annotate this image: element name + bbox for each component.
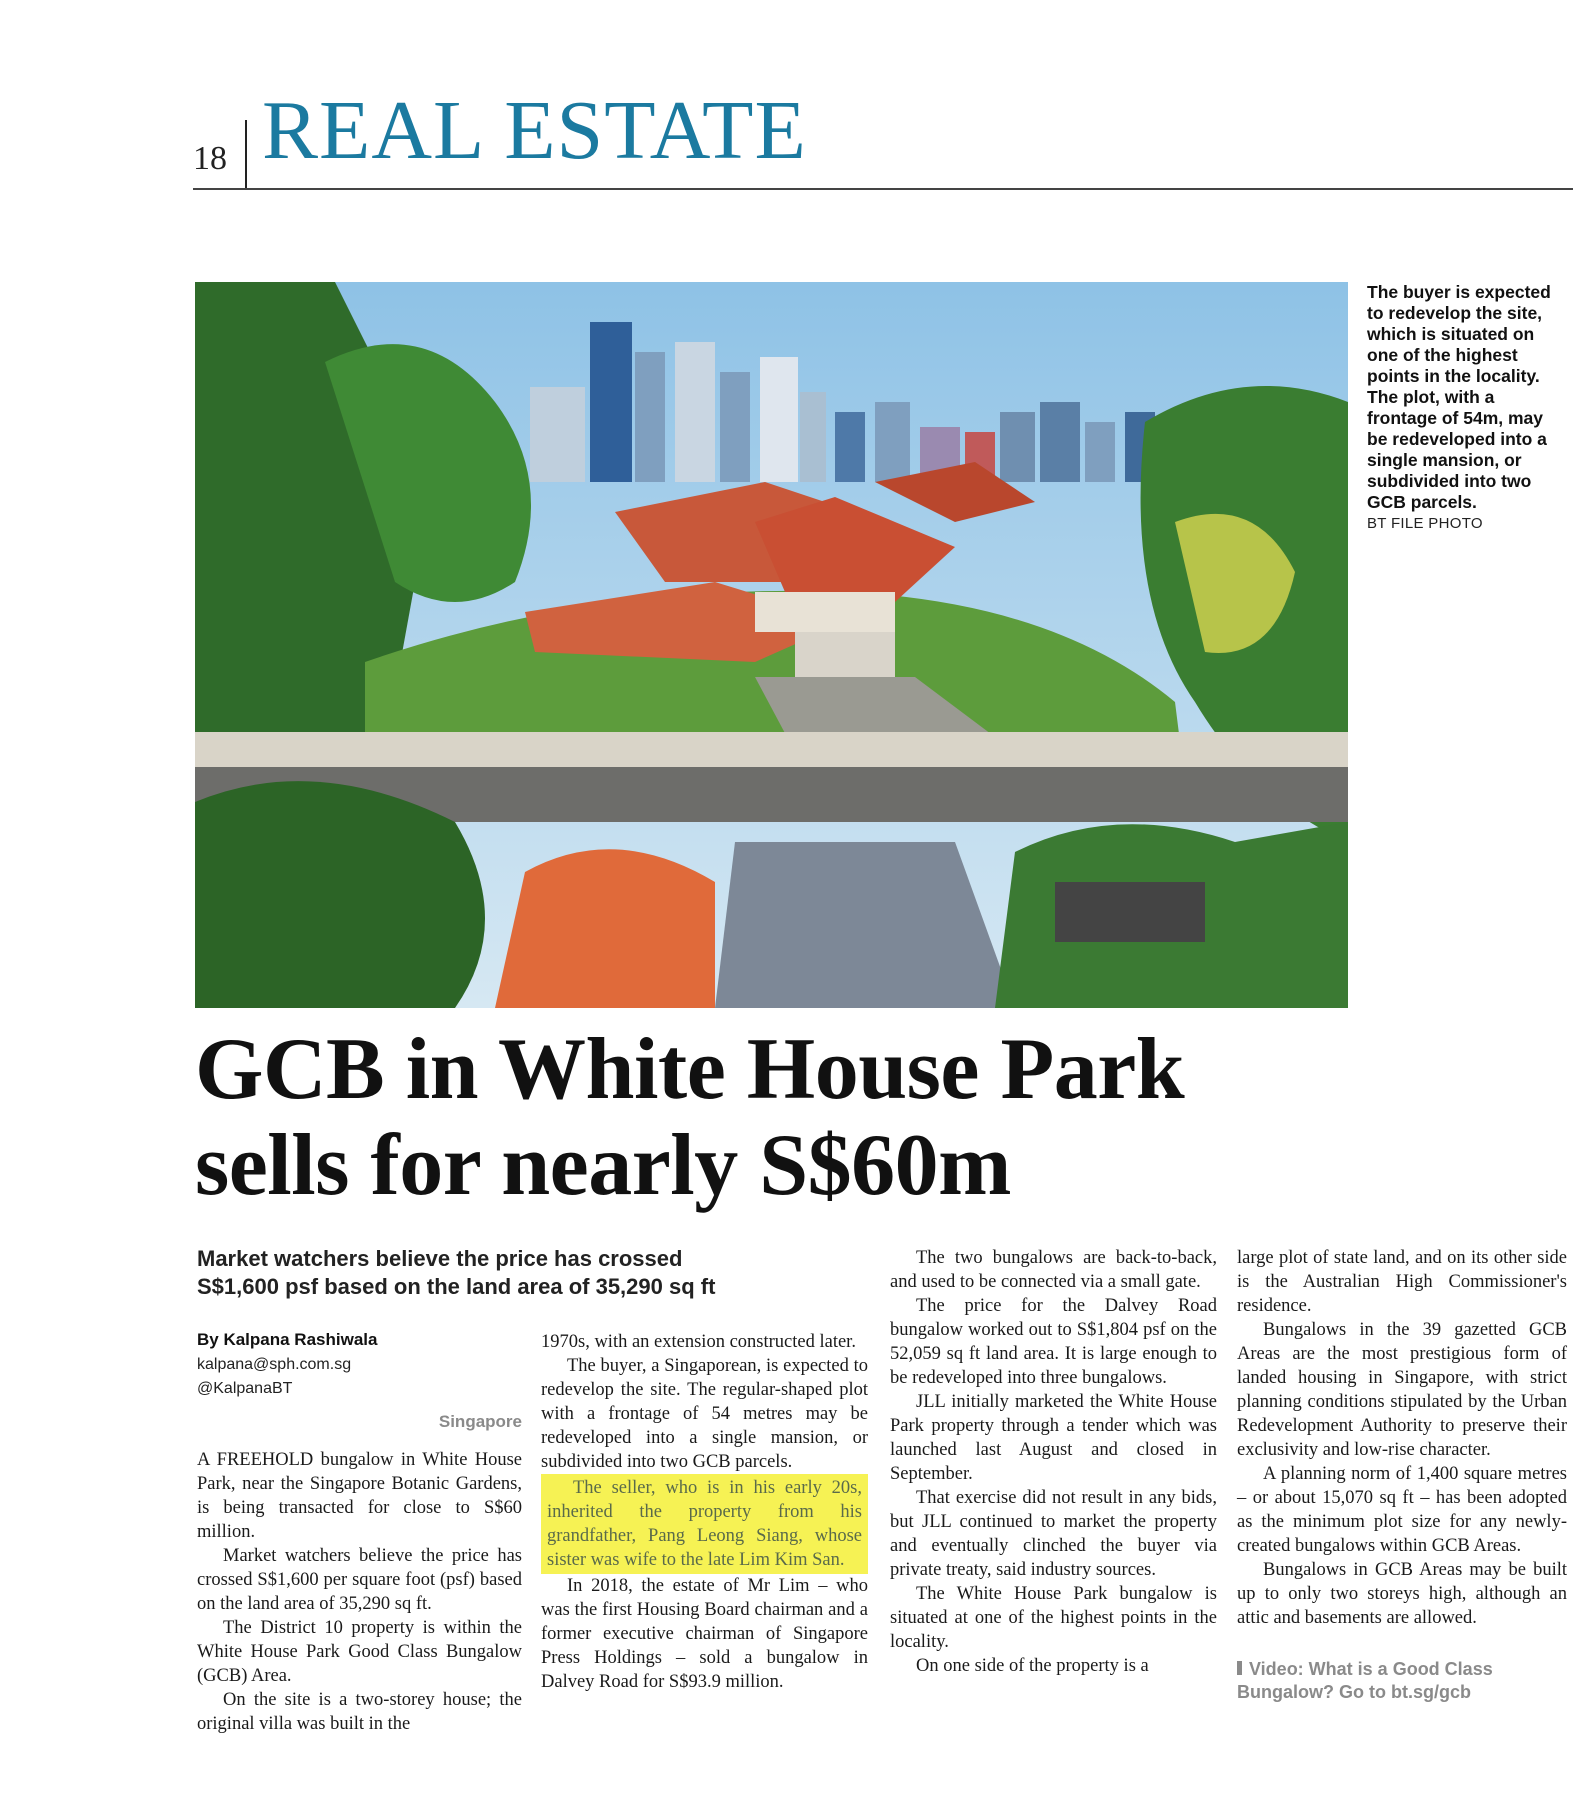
dateline: Singapore [438, 1412, 522, 1431]
paragraph: The White House Park bungalow is situated at one of the highest points in the locality. [890, 1584, 1217, 1652]
headline-line-2: sells for nearly S$60m [195, 1117, 1011, 1214]
paragraph: Market watchers believe the price has crossed S$1,600 per square foot (psf) based on the land area of 35,290 sq ft. [197, 1546, 522, 1614]
byline-author: By Kalpana Rashiwala [197, 1330, 378, 1349]
header-rule [193, 188, 1573, 190]
paragraph: 1970s, with an extension constructed later. [541, 1332, 856, 1352]
video-bar-icon [1237, 1661, 1242, 1675]
photo-credit: BT FILE PHOTO [1367, 515, 1483, 532]
standfirst [197, 1245, 837, 1301]
body-column-3 [890, 1246, 1217, 1678]
bungalow-aerial-illustration [195, 282, 1348, 1008]
caption-text: The buyer is expected to redevelop the site, which is situated on one of the highest points in the locality. The plot, with a frontage of 54m, may be redeveloped into a single mansion, or subdivided into two GCB parcels. [1367, 282, 1551, 512]
paragraph: The buyer, a Singaporean, is expected to redevelop the site. The regular-shaped plot with a frontage of 54 metres may be redeveloped into a single mansion, or subdivided into two GCB parcels. [541, 1356, 868, 1472]
section-title: REAL ESTATE [262, 84, 807, 177]
paragraph: A FREEHOLD bungalow in White House Park, near the Singapore Botanic Gardens, is being transacted for close to S$60 million. [197, 1450, 522, 1542]
body-column-2 [541, 1330, 868, 1694]
paragraph: The two bungalows are back-to-back, and used to be connected via a small gate. [890, 1248, 1217, 1292]
standfirst-line-2: S$1,600 psf based on the land area of 35,290 sq ft [197, 1274, 716, 1299]
paragraph: In 2018, the estate of Mr Lim – who was the first Housing Board chairman and a former executive chairman of Singapore Press Holdings – sold a bungalow in Dalvey Road for S$93.9 million. [541, 1576, 868, 1692]
paragraph: That exercise did not result in any bids, but JLL continued to market the property and eventually clinched the buyer via private treaty, said industry sources. [890, 1488, 1217, 1580]
section-divider [245, 120, 247, 190]
page-number: 18 [193, 140, 227, 177]
author-handle: @KalpanaBT [197, 1380, 293, 1397]
video-link-note[interactable] [1237, 1658, 1567, 1704]
author-email: kalpana@sph.com.sg [197, 1356, 352, 1373]
video-note-text: Video: What is a Good Class Bungalow? Go to bt.sg/gcb [1237, 1659, 1493, 1702]
paragraph: JLL initially marketed the White House Park property through a tender which was launched last August and closed in September. [890, 1392, 1217, 1484]
body-column-1 [197, 1448, 522, 1736]
paragraph: Bungalows in the 39 gazetted GCB Areas are the most prestigious form of landed housing in Singapore, with strict planning conditions stipulated by the Urban Redevelopment Authority to preserve their exclusivity and low-rise character. [1237, 1320, 1567, 1460]
paragraph: Bungalows in GCB Areas may be built up to only two storeys high, although an attic and basements are allowed. [1237, 1560, 1567, 1628]
photo-caption [1367, 282, 1567, 532]
paragraph: large plot of state land, and on its other side is the Australian High Commissioner's residence. [1237, 1248, 1567, 1316]
highlighted-paragraph: The seller, who is in his early 20s, inherited the property from his grandfather, Pang Leong Siang, whose sister was wife to the late Lim Kim San. [541, 1474, 868, 1574]
paragraph: On the site is a two-storey house; the original villa was built in the [197, 1690, 522, 1734]
paragraph: A planning norm of 1,400 square metres – or about 15,070 sq ft – has been adopted as the minimum plot size for any newly-created bungalows within GCB Areas. [1237, 1464, 1567, 1556]
headline-line-1: GCB in White House Park [195, 1021, 1185, 1118]
body-column-4 [1237, 1246, 1567, 1704]
paragraph: The price for the Dalvey Road bungalow worked out to S$1,804 psf on the 52,059 sq ft land area. It is large enough to be redeveloped into three bungalows. [890, 1296, 1217, 1388]
paragraph: On one side of the property is a [916, 1656, 1149, 1676]
standfirst-line-1: Market watchers believe the price has crossed [197, 1246, 683, 1271]
paragraph: The District 10 property is within the White House Park Good Class Bungalow (GCB) Area. [197, 1618, 522, 1686]
article-photo [195, 282, 1348, 1008]
headline [195, 1022, 1565, 1214]
byline-block [197, 1330, 522, 1432]
